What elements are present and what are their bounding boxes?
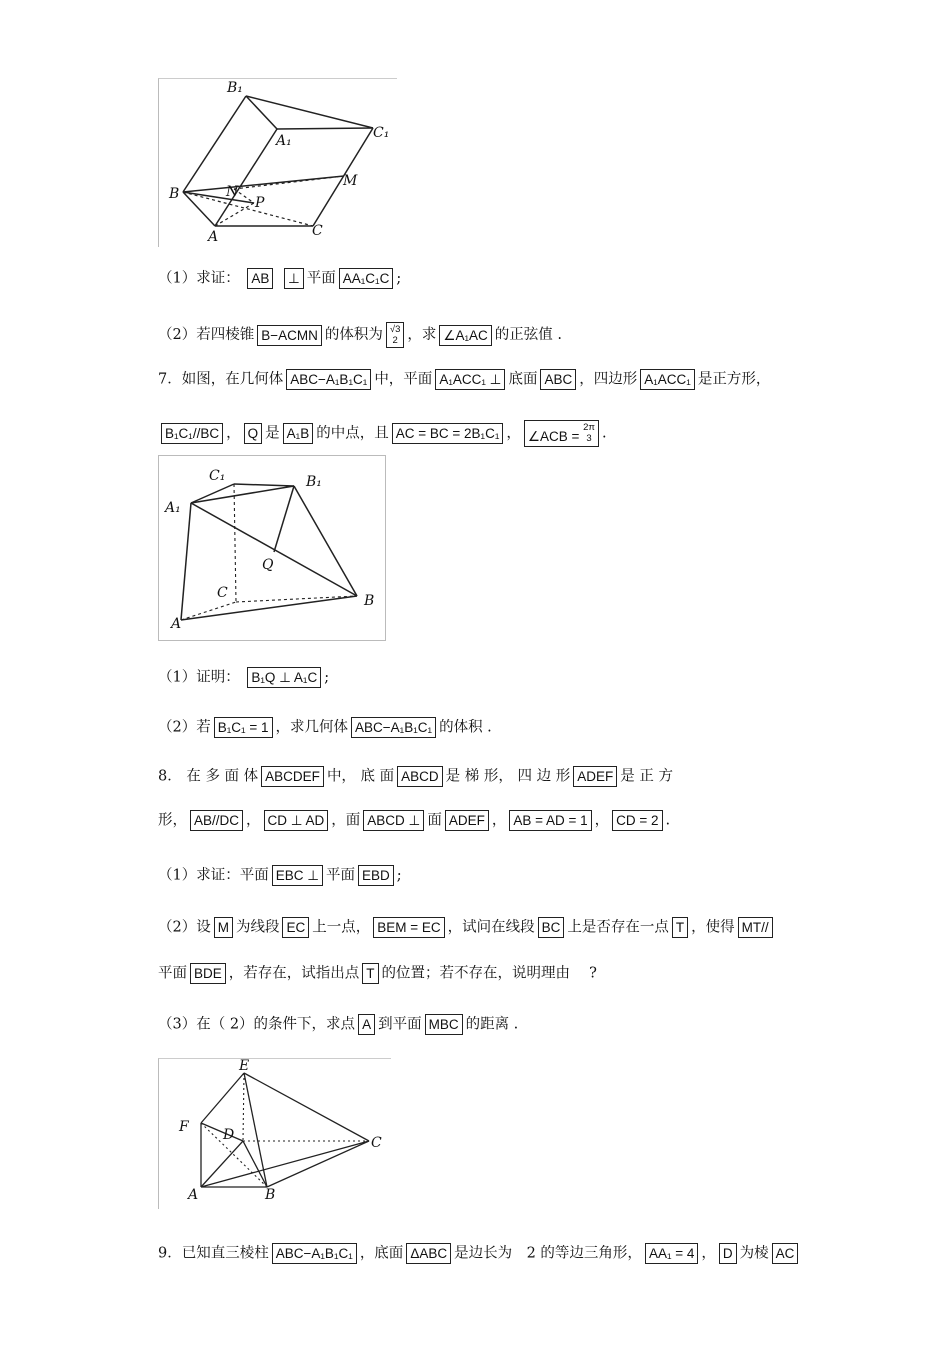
edge-a1c1 <box>277 128 373 129</box>
formula: BC <box>538 917 565 938</box>
label-d: D <box>223 1127 235 1143</box>
formula: D <box>719 1243 737 1264</box>
formula: ⊥ <box>284 268 304 289</box>
label-m: M <box>343 173 358 189</box>
formula: T <box>362 963 378 984</box>
edge-ef <box>201 1073 244 1123</box>
text-run: ，求几何体 <box>275 719 348 736</box>
formula: ABC−A₁B₁C₁ <box>286 369 371 390</box>
p9-statement-1 <box>158 1243 801 1264</box>
p8-question-3 <box>158 1014 518 1035</box>
edge-a1a <box>215 129 277 226</box>
edge-ac <box>181 602 236 620</box>
formula: EBD <box>358 865 394 886</box>
text-run: （2）若 <box>158 719 211 736</box>
label-c: C <box>371 1135 382 1151</box>
formula: ΔABC <box>406 1243 451 1264</box>
label-b1: B₁ <box>306 474 322 490</box>
text-run: 的距离 . <box>465 1016 519 1033</box>
formula: A <box>358 1014 375 1035</box>
formula: B−ACMN <box>257 325 322 346</box>
label-b1: B₁ <box>227 80 243 96</box>
text-run: 是 正 方 <box>620 768 673 785</box>
p7-statement-2 <box>158 420 607 447</box>
formula: AA₁ = 4 <box>645 1243 698 1264</box>
formula: A₁ACC₁ ⊥ <box>435 369 505 390</box>
formula: Q <box>244 423 263 444</box>
p8-statement-2 <box>158 810 670 831</box>
formula: ∠A₁AC <box>439 325 491 346</box>
text-run: 形， <box>158 812 187 829</box>
label-a1: A₁ <box>165 500 181 516</box>
text-run: 7．如图，在几何体 <box>158 371 284 388</box>
formula: AC = BC = 2B₁C₁ <box>392 423 504 444</box>
p7-statement-1 <box>158 369 770 390</box>
label-e: E <box>239 1059 250 1074</box>
text-run: ; <box>396 867 402 884</box>
fraction-formula <box>386 322 405 348</box>
graphic <box>159 456 385 640</box>
text-run: 为线段 <box>235 919 280 936</box>
formula: B₁C₁//BC <box>161 423 223 444</box>
label-q: Q <box>262 557 274 573</box>
edge-a1a <box>181 503 191 620</box>
label-a: A <box>188 1187 199 1203</box>
label-a: A <box>208 229 219 245</box>
graphic <box>159 1059 391 1209</box>
text-run: ，若存在，试指出点 <box>228 965 360 982</box>
edge-ba <box>183 192 215 226</box>
formula: A₁B <box>283 423 314 444</box>
formula: CD = 2 <box>612 810 662 831</box>
label-a1: A₁ <box>276 133 292 149</box>
formula: ADEF <box>445 810 489 831</box>
text-run: 的体积为 <box>324 327 383 343</box>
text-run: 3 <box>586 433 592 444</box>
edge-bc <box>183 192 313 226</box>
formula: T <box>672 917 688 938</box>
edge-ad <box>201 1141 243 1187</box>
text-run: 底面 <box>508 371 538 388</box>
formula: EBC ⊥ <box>272 865 323 886</box>
text-run: 平面 <box>326 867 356 884</box>
edge-b1b <box>294 486 357 596</box>
text-run: 上是否存在一点 <box>567 919 669 936</box>
graphic <box>159 79 397 247</box>
p6-question-1 <box>158 268 401 289</box>
text-run: 的位置；若不存在，说明理由 ? <box>381 965 597 982</box>
formula: M <box>214 917 233 938</box>
p8-question-2b <box>158 963 597 984</box>
text-run: （1）证明： <box>158 669 240 686</box>
formula: AB = AD = 1 <box>509 810 591 831</box>
text-run: ; <box>324 669 330 686</box>
p6-question-2 <box>158 322 562 348</box>
text-run: 为棱 <box>739 1245 769 1262</box>
formula: A₁ACC₁ <box>640 369 695 390</box>
formula: ABCD <box>397 766 443 787</box>
text-run: 平面 <box>306 270 336 287</box>
graphic <box>183 96 373 226</box>
edge-c1b1 <box>234 484 294 486</box>
text-run: ， <box>701 1245 716 1262</box>
edge-ab <box>181 596 357 620</box>
text-run: 中，平面 <box>374 371 433 388</box>
p8-question-1 <box>158 865 402 886</box>
polyhedron-figure <box>158 1058 391 1209</box>
text-run: . <box>601 425 607 442</box>
edge-db <box>243 1141 267 1187</box>
label-p: P <box>255 195 265 211</box>
formula: B₁C₁ = 1 <box>214 717 273 738</box>
text-run: 是 <box>265 425 280 442</box>
text-run: ， <box>594 812 610 829</box>
text-run <box>583 422 595 444</box>
edge-ed <box>243 1073 244 1141</box>
edge-bc <box>267 1141 369 1187</box>
formula: ABC−A₁B₁C₁ <box>272 1243 357 1264</box>
edge-ap <box>215 203 254 226</box>
text-run: ，求 <box>407 327 437 343</box>
formula: ADEF <box>573 766 617 787</box>
formula: AA₁C₁C <box>339 268 394 289</box>
label-c: C <box>217 585 228 601</box>
text-run: ，试问在线段 <box>447 919 535 936</box>
edge-fd <box>201 1123 243 1141</box>
formula: BEM = EC <box>373 917 444 938</box>
text-run: ，四边形 <box>579 371 638 388</box>
text-run: 是边长为 2 的等边三角形， <box>454 1245 642 1262</box>
formula: B₁Q ⊥ A₁C <box>247 667 321 688</box>
label-a: A <box>171 616 182 632</box>
text-run: （2）设 <box>158 919 211 936</box>
text-run: ， <box>491 812 507 829</box>
formula: MBC <box>425 1014 463 1035</box>
text-run: 9．已知直三棱柱 <box>158 1245 269 1262</box>
text-run: 2π <box>583 422 595 433</box>
formula: AB <box>247 268 273 289</box>
formula: ABC−A₁B₁C₁ <box>351 717 436 738</box>
text-run: 面 <box>427 812 442 829</box>
label-c: C <box>312 223 323 239</box>
p7-question-1 <box>158 667 329 688</box>
label-n: N <box>226 184 239 200</box>
formula: AC <box>772 1243 799 1264</box>
edge-ec <box>244 1073 369 1141</box>
text-run: 是正方形， <box>697 371 771 388</box>
formula: AB//DC <box>190 810 243 831</box>
prism-figure-1 <box>158 78 397 247</box>
text-run: （2）若四棱锥 <box>158 327 255 343</box>
text-run: ，使得 <box>691 919 735 936</box>
text-run: 上一点， <box>312 919 371 936</box>
label-c1: C₁ <box>209 468 226 484</box>
text-run: 到平面 <box>378 1016 422 1033</box>
text-run: ， <box>226 425 241 442</box>
text-run: ， <box>506 425 521 442</box>
prism-figure-2 <box>158 455 386 641</box>
angle-formula <box>524 420 599 447</box>
text-run: 中， 底 面 <box>326 768 395 785</box>
text-run: 平面 <box>158 965 187 982</box>
label-b: B <box>265 1187 276 1203</box>
label-b: B <box>169 186 180 202</box>
text-run: ; <box>396 270 402 287</box>
text-run: ，底面 <box>359 1245 404 1262</box>
edge-b1b <box>183 96 246 192</box>
edge-c1c <box>234 484 236 602</box>
label-f: F <box>179 1119 189 1135</box>
edge-a1b1 <box>191 486 294 503</box>
edge-b1a1 <box>246 96 277 129</box>
p8-statement-1 <box>158 766 673 787</box>
formula: BDE <box>190 963 226 984</box>
label-b: B <box>364 593 375 609</box>
text-run: 2 <box>392 335 398 346</box>
text-run: ∠ACB = <box>527 429 580 444</box>
text-run: ，面 <box>331 812 361 829</box>
text-run: 是 梯 形， 四 边 形 <box>445 768 571 785</box>
q-prefix: （1）求证： <box>158 270 240 287</box>
text-run: （3）在（ 2）的条件下，求点 <box>158 1016 356 1033</box>
graphic <box>181 484 357 620</box>
text-run: . <box>665 812 671 829</box>
p7-question-2 <box>158 717 492 738</box>
formula: MT// <box>738 917 773 938</box>
text-run: 的体积 . <box>439 719 492 736</box>
formula: ABC <box>540 369 576 390</box>
label-c1: C₁ <box>373 125 390 141</box>
formula: ABCD ⊥ <box>363 810 424 831</box>
edge-b1q <box>274 486 294 552</box>
text-run: 的中点，且 <box>316 425 389 442</box>
text-run: 的正弦值 . <box>494 327 563 343</box>
text-run: √3 <box>389 324 401 335</box>
edge-b1c1 <box>246 96 373 128</box>
text-run: ， <box>246 812 261 829</box>
formula: CD ⊥ AD <box>264 810 329 831</box>
formula: EC <box>282 917 309 938</box>
text-run: （1）求证：平面 <box>158 867 269 884</box>
p8-question-2a <box>158 917 776 938</box>
text-run: 8． 在 多 面 体 <box>158 768 259 785</box>
formula: ABCDEF <box>261 766 324 787</box>
